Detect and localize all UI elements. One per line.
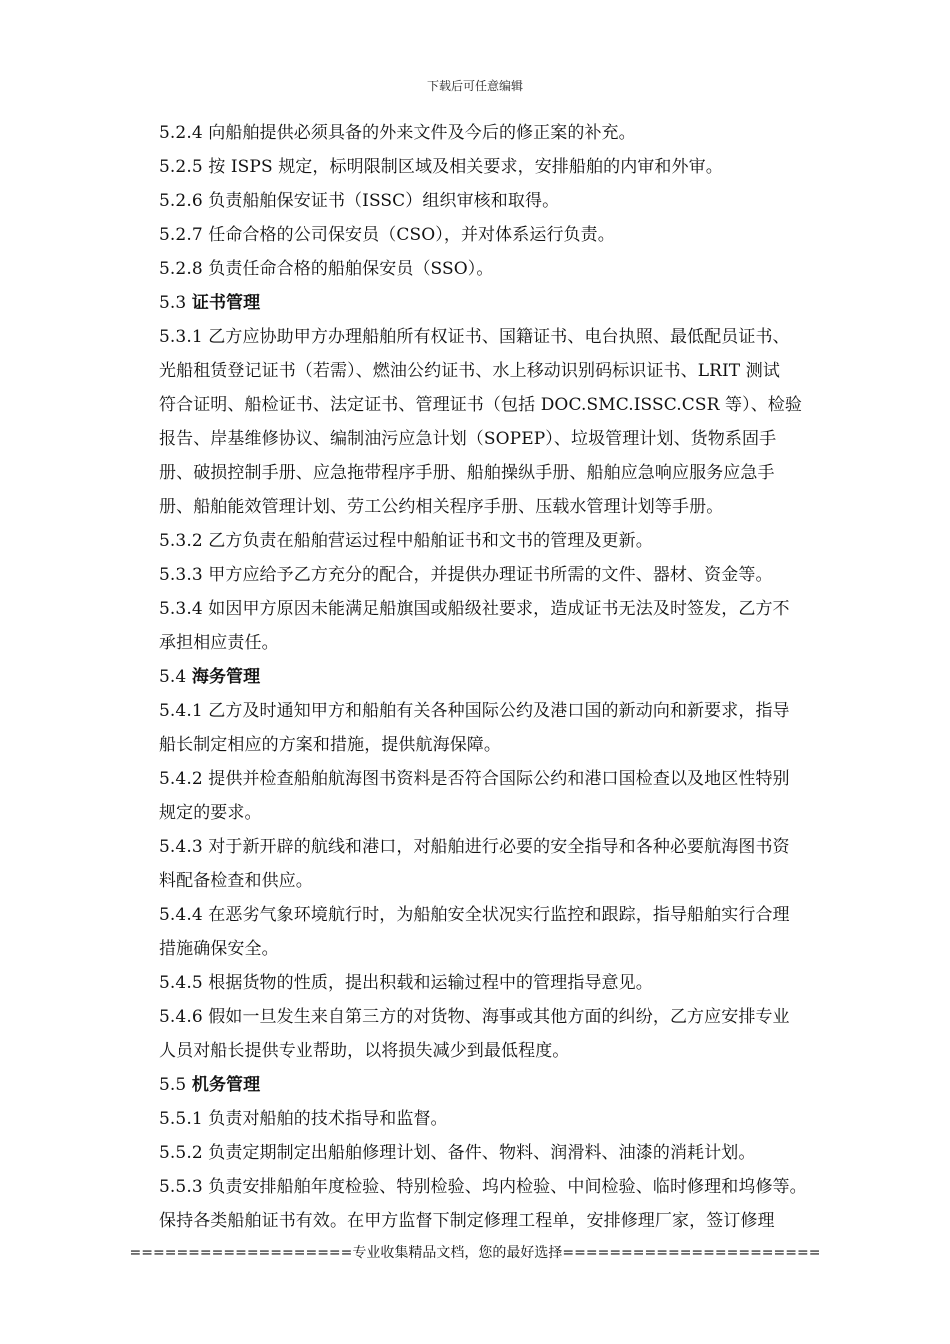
body-line: 5.5.2 负责定期制定出船舶修理计划、备件、物料、润滑料、油漆的消耗计划。 (159, 1143, 756, 1163)
page-header: 下载后可任意编辑 (426, 79, 523, 93)
body-line: 5.4.5 根据货物的性质，提出积载和运输过程中的管理指导意见。 (159, 973, 653, 993)
section-heading-5-5 (159, 1068, 871, 1102)
section-title: 证书管理 (191, 293, 261, 313)
body-line: 5.3.2 乙方负责在船舶营运过程中船舶证书和文书的管理及更新。 (159, 531, 653, 551)
body-line: 5.4.2 提供并检查船舶航海图书资料是否符合国际公约和港口国检查以及地区性特别 (159, 769, 790, 789)
body-line: 5.2.7 任命合格的公司保安员（CSO），并对体系运行负责。 (159, 225, 615, 245)
body-line: 5.4.3 对于新开辟的航线和港口，对船舶进行必要的安全指导和各种必要航海图书资 (159, 837, 790, 857)
section-title: 海务管理 (191, 667, 261, 687)
body-line: 5.4.4 在恶劣气象环境航行时，为船舶安全状况实行监控和跟踪，指导船舶实行合理 (159, 905, 790, 925)
body-line: 人员对船长提供专业帮助，以将损失减少到最低程度。 (159, 1041, 570, 1061)
body-line: 5.3.3 甲方应给予乙方充分的配合，并提供办理证书所需的文件、器材、资金等。 (159, 565, 773, 585)
body-line: 册、破损控制手册、应急拖带程序手册、船舶操纵手册、船舶应急响应服务应急手 (159, 463, 775, 483)
page-footer: ===================专业收集精品文档，您的最好选择====================== (129, 1245, 821, 1261)
body-line: 承担相应责任。 (159, 633, 279, 653)
section-title: 机务管理 (191, 1075, 261, 1095)
section-heading-5-4 (159, 660, 871, 694)
section-number: 5.4 (159, 667, 192, 687)
body-line: 保持各类船舶证书有效。在甲方监督下制定修理工程单，安排修理厂家，签订修理 (159, 1211, 775, 1231)
body-line: 符合证明、船检证书、法定证书、管理证书（包括 DOC.SMC.ISSC.CSR 等）、检验 (159, 395, 803, 415)
body-line: 5.2.4 向船舶提供必须具备的外来文件及今后的修正案的补充。 (159, 123, 636, 143)
section-number: 5.3 (159, 293, 192, 313)
body-line: 5.2.5 按 ISPS 规定，标明限制区域及相关要求，安排船舶的内审和外审。 (159, 157, 723, 177)
body-line: 5.2.6 负责船舶保安证书（ISSC）组织审核和取得。 (159, 191, 560, 211)
body-line: 措施确保安全。 (159, 939, 279, 959)
body-line: 5.3.4 如因甲方原因未能满足船旗国或船级社要求，造成证书无法及时签发，乙方不 (159, 599, 790, 619)
body-line: 5.4.1 乙方及时通知甲方和船舶有关各种国际公约及港口国的新动向和新要求，指导 (159, 701, 790, 721)
body-line: 5.4.6 假如一旦发生来自第三方的对货物、海事或其他方面的纠纷，乙方应安排专业 (159, 1007, 790, 1027)
body-line: 5.2.8 负责任命合格的船舶保安员（SSO）。 (159, 259, 494, 279)
body-line: 船长制定相应的方案和措施，提供航海保障。 (159, 735, 501, 755)
body-line: 报告、岸基维修协议、编制油污应急计划（SOPEP）、垃圾管理计划、货物系固手 (159, 429, 777, 449)
body-line: 册、船舶能效管理计划、劳工公约相关程序手册、压载水管理计划等手册。 (159, 497, 724, 517)
section-heading-5-3 (159, 286, 871, 320)
section-number: 5.5 (159, 1075, 192, 1095)
body-line: 5.5.1 负责对船舶的技术指导和监督。 (159, 1109, 448, 1129)
body-line: 5.5.3 负责安排船舶年度检验、特别检验、坞内检验、中间检验、临时修理和坞修等。 (159, 1177, 807, 1197)
body-line: 规定的要求。 (159, 803, 262, 823)
body-line: 料配备检查和供应。 (159, 871, 313, 891)
body-line: 光船租赁登记证书（若需）、燃油公约证书、水上移动识别码标识证书、LRIT 测试 (159, 361, 780, 381)
body-line: 5.3.1 乙方应协助甲方办理船舶所有权证书、国籍证书、电台执照、最低配员证书、 (159, 327, 790, 347)
document-body (159, 116, 871, 1238)
